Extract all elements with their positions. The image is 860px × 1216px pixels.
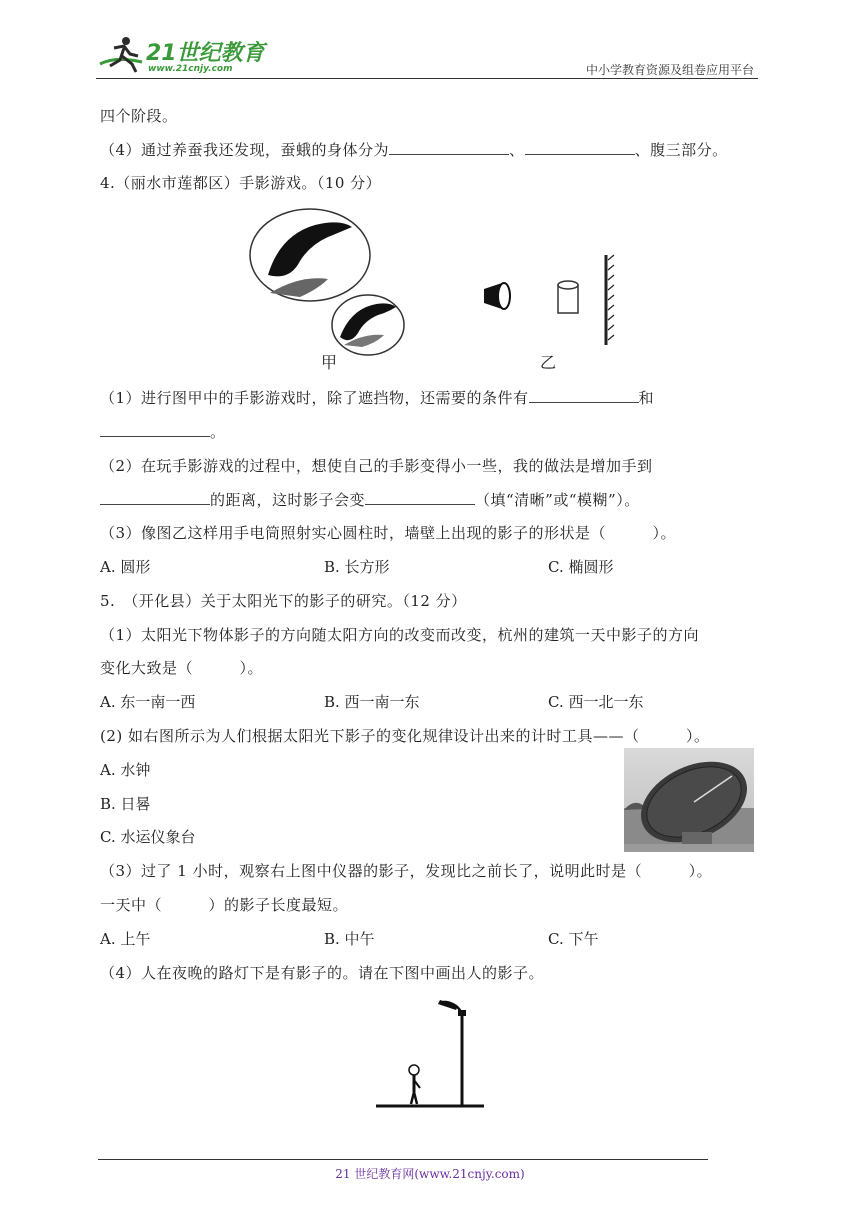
and-text: 和 [638,389,655,407]
q5-1-option-b[interactable]: B. 西一南一东 [324,693,420,711]
q4-2-line-2 [100,490,640,510]
q4-2-line: （2）在玩手影游戏的过程中，想使自己的手影变得小一些，我的做法是增加手到 [100,457,653,475]
q4-3-option-c[interactable]: C. 椭圆形 [548,558,614,576]
q5-2-line: (2) 如右图所示为人们根据太阳光下影子的变化规律设计出来的计时工具——（ ）。 [100,727,710,745]
q5-3-option-c[interactable]: C. 下午 [548,930,599,948]
q5-2-option-b[interactable]: B. 日晷 [100,795,151,813]
text-line-1: 四个阶段。 [100,107,178,125]
q5-3-option-a[interactable]: A. 上午 [100,930,151,948]
answer-blank[interactable] [525,140,635,155]
q5-2-option-a[interactable]: A. 水钟 [100,761,151,779]
q5-1-option-a[interactable]: A. 东一南一西 [100,693,196,711]
header-divider [96,78,758,79]
q5-3-line: （3）过了 1 小时，观察右上图中仪器的影子，发现比之前长了，说明此时是（ ）。 [100,862,713,880]
streetlight-figure[interactable] [370,996,490,1112]
q4-1-text: （1）进行图甲中的手影游戏时，除了遮挡物，还需要的条件有 [100,389,529,407]
cylinder-icon [558,281,578,313]
q4-3-option-a[interactable]: A. 圆形 [100,558,151,576]
hand-shadow-figure [240,205,630,375]
wall-icon [606,255,614,345]
q5-2-option-c[interactable]: C. 水运仪象台 [100,828,196,846]
q5-1-line-2: 变化大致是（ ）。 [100,659,264,677]
q4-3-option-b[interactable]: B. 长方形 [324,558,390,576]
q4-2-text: 的距离，这时影子会变 [210,491,366,509]
answer-blank[interactable] [100,422,210,437]
q4-3-line: （3）像图乙这样用手电筒照射实心圆柱时，墙壁上出现的影子的形状是（ ）。 [100,524,677,542]
question-5-title: 5. （开化县）关于太阳光下的影子的研究。（12 分） [100,592,467,610]
period-text: 。 [210,423,226,441]
logo-text: 21世纪教育 [146,41,265,66]
figure-label-jia: 甲 [321,353,338,372]
q5-1-line: （1）太阳光下物体影子的方向随太阳方向的改变而改变，杭州的建筑一天中影子的方向 [100,626,700,644]
flashlight-icon [484,283,510,309]
answer-blank[interactable] [100,490,210,505]
footer-text: 21 世纪教育网(www.21cnjy.com) [335,1167,525,1181]
sundial-photo [624,748,754,852]
q4-silkworm-line [100,140,728,160]
person-icon [409,1065,420,1104]
q5-3-option-b[interactable]: B. 中午 [324,930,375,948]
q5-4-line: （4）人在夜晚的路灯下是有影子的。请在下图中画出人的影子。 [100,964,545,982]
q4-1-line [100,388,654,408]
q5-1-option-c[interactable]: C. 西一北一东 [548,693,644,711]
q4-silkworm-tail: 、腹三部分。 [634,141,728,159]
q4-2-hint: （填“清晰”或“模糊”）。 [475,491,640,509]
q4-silkworm-text: （4）通过养蚕我还发现，蚕蛾的身体分为 [100,141,390,159]
separator-text: 、 [509,141,525,159]
question-4-title: 4.（丽水市莲都区）手影游戏。（10 分） [100,174,382,192]
answer-blank[interactable] [389,140,509,155]
figure-label-yi: 乙 [540,353,557,372]
logo-url: www.21cnjy.com [148,64,233,74]
logo-runner-icon [96,34,148,78]
q5-3-line-2: 一天中（ ）的影子长度最短。 [100,896,349,914]
footer-divider [98,1159,708,1160]
answer-blank[interactable] [529,388,639,403]
q4-1-line-2 [100,422,226,442]
answer-blank[interactable] [365,490,475,505]
header-platform-text: 中小学教育资源及组卷应用平台 [585,63,754,77]
